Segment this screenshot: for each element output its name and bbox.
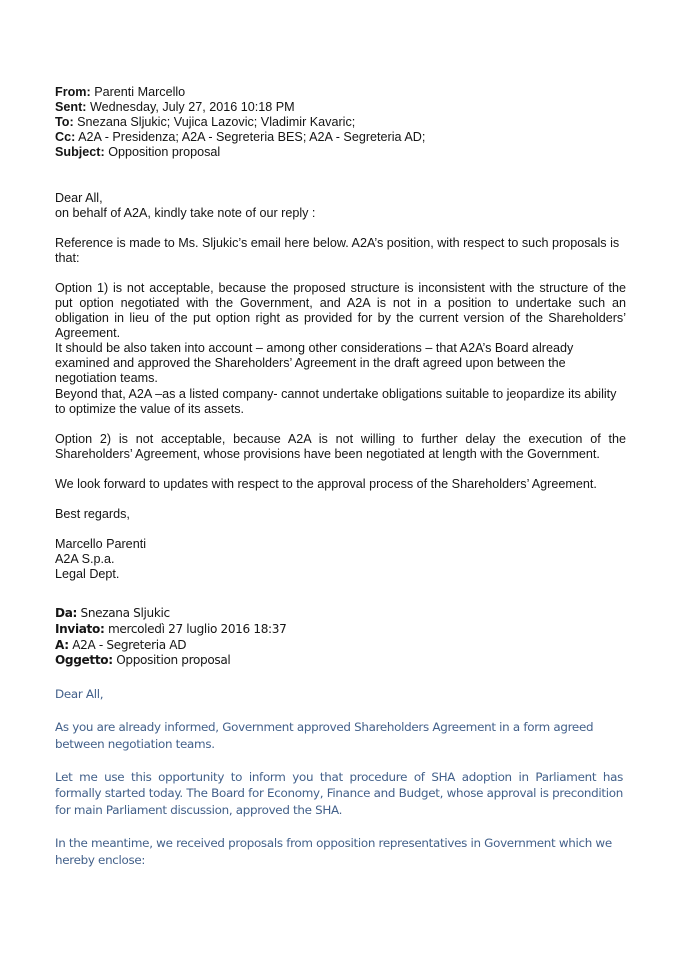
quoted-header-row-inviato bbox=[55, 622, 625, 638]
quoted-header-label-a: A: bbox=[55, 637, 69, 652]
message-header-block bbox=[55, 85, 625, 160]
quoted-spacer-1 bbox=[55, 702, 623, 719]
spacer-1 bbox=[55, 221, 626, 236]
quoted-message-body-block bbox=[55, 686, 623, 868]
option-1-paragraph: Option 1) is not acceptable, because the proposed structure is inconsistent with the structure of the put option negotiated with the Government, and A2A is not in a position to undertake such an obligation in lieu of the put option right as provided for by the current version of the Shareholders’ Agreement. bbox=[55, 280, 626, 341]
closing-paragraph: We look forward to updates with respect to the approval process of the Shareholders’ Agreement. bbox=[55, 476, 597, 491]
quoted-header-label-da: Da: bbox=[55, 606, 77, 621]
quoted-paragraph-3: In the meantime, we received proposals from opposition representatives in Government which we hereby enclose: bbox=[55, 836, 612, 867]
quoted-header-value-a: A2A - Segreteria AD bbox=[72, 637, 187, 652]
quoted-header-label-oggetto: Oggetto: bbox=[55, 653, 113, 668]
spacer-after-headers bbox=[55, 160, 625, 175]
header-value-cc: A2A - Presidenza; A2A - Segreteria BES; A2A - Segreteria AD; bbox=[78, 129, 426, 144]
signature-name: Marcello Parenti bbox=[55, 537, 146, 552]
header-row-sent bbox=[55, 100, 625, 115]
header-label-cc: Cc: bbox=[55, 129, 76, 144]
header-value-subject: Opposition proposal bbox=[108, 144, 221, 159]
beyond-paragraph: Beyond that, A2A –as a listed company- cannot undertake obligations suitable to jeopardize its ability to optimize the value of its assets. bbox=[55, 386, 617, 416]
header-value-from: Parenti Marcello bbox=[94, 85, 186, 99]
spacer-3 bbox=[55, 417, 626, 432]
header-row-to bbox=[55, 115, 625, 130]
spacer-5 bbox=[55, 492, 626, 507]
header-value-sent: Wednesday, July 27, 2016 10:18 PM bbox=[89, 99, 295, 114]
header-label-subject: Subject: bbox=[55, 144, 105, 159]
quoted-header-row-da bbox=[55, 606, 625, 622]
spacer-before-quoted bbox=[55, 582, 625, 606]
sign-off: Best regards, bbox=[55, 507, 130, 522]
quoted-header-value-inviato: mercoledì 27 luglio 2016 18:37 bbox=[107, 622, 287, 636]
salutation-line-2: on behalf of A2A, kindly take note of our reply : bbox=[55, 205, 316, 220]
header-value-to: Snezana Sljukic; Vujica Lazovic; Vladimir Kavaric; bbox=[77, 114, 356, 129]
quoted-header-label-inviato: Inviato: bbox=[55, 622, 105, 636]
spacer-before-salutation bbox=[55, 175, 625, 191]
header-label-from: From: bbox=[55, 85, 91, 99]
quoted-spacer-3 bbox=[55, 818, 623, 835]
signature-company: A2A S.p.a. bbox=[55, 552, 115, 567]
option-2-paragraph: Option 2) is not acceptable, because A2A is not willing to further delay the execution of the Shareholders’ Agreement, whose provisions have been negotiated at length with the Government. bbox=[55, 431, 626, 461]
quoted-header-value-oggetto: Opposition proposal bbox=[116, 653, 231, 668]
quoted-header-value-da: Snezana Sljukic bbox=[80, 606, 170, 621]
header-label-to: To: bbox=[55, 114, 74, 129]
salutation-line-1: Dear All, bbox=[55, 190, 103, 205]
spacer-6 bbox=[55, 522, 626, 537]
header-label-sent: Sent: bbox=[55, 99, 87, 114]
quoted-message-header-block bbox=[55, 606, 625, 668]
spacer-2 bbox=[55, 266, 626, 281]
header-row-subject bbox=[55, 145, 625, 160]
intro-paragraph: Reference is made to Ms. Sljukic’s email here below. A2A’s position, with respect to such proposals is that: bbox=[55, 235, 620, 265]
quoted-salutation: Dear All, bbox=[55, 686, 104, 701]
quoted-header-row-oggetto bbox=[55, 653, 625, 669]
quoted-paragraph-2: Let me use this opportunity to inform you that procedure of SHA adoption in Parliament has formally started today. The Board for Economy, Finance and Budget, whose approval is precondition for main Parliament discussion, approved the SHA. bbox=[55, 770, 623, 817]
quoted-paragraph-1: As you are already informed, Government approved Shareholders Agreement in a form agreed between negotiation teams. bbox=[55, 720, 594, 751]
quoted-spacer-2 bbox=[55, 752, 623, 769]
header-row-cc bbox=[55, 130, 625, 145]
spacer-after-quoted-headers bbox=[55, 669, 625, 686]
quoted-header-row-a bbox=[55, 638, 625, 654]
signature-department: Legal Dept. bbox=[55, 567, 120, 582]
message-body-block bbox=[55, 191, 626, 583]
board-paragraph: It should be also taken into account – among other considerations – that A2A’s Board already examined and approved the Shareholders’ Agreement in the draft agreed upon between the negotiation teams. bbox=[55, 341, 574, 386]
spacer-4 bbox=[55, 462, 626, 477]
header-row-from bbox=[55, 85, 625, 100]
